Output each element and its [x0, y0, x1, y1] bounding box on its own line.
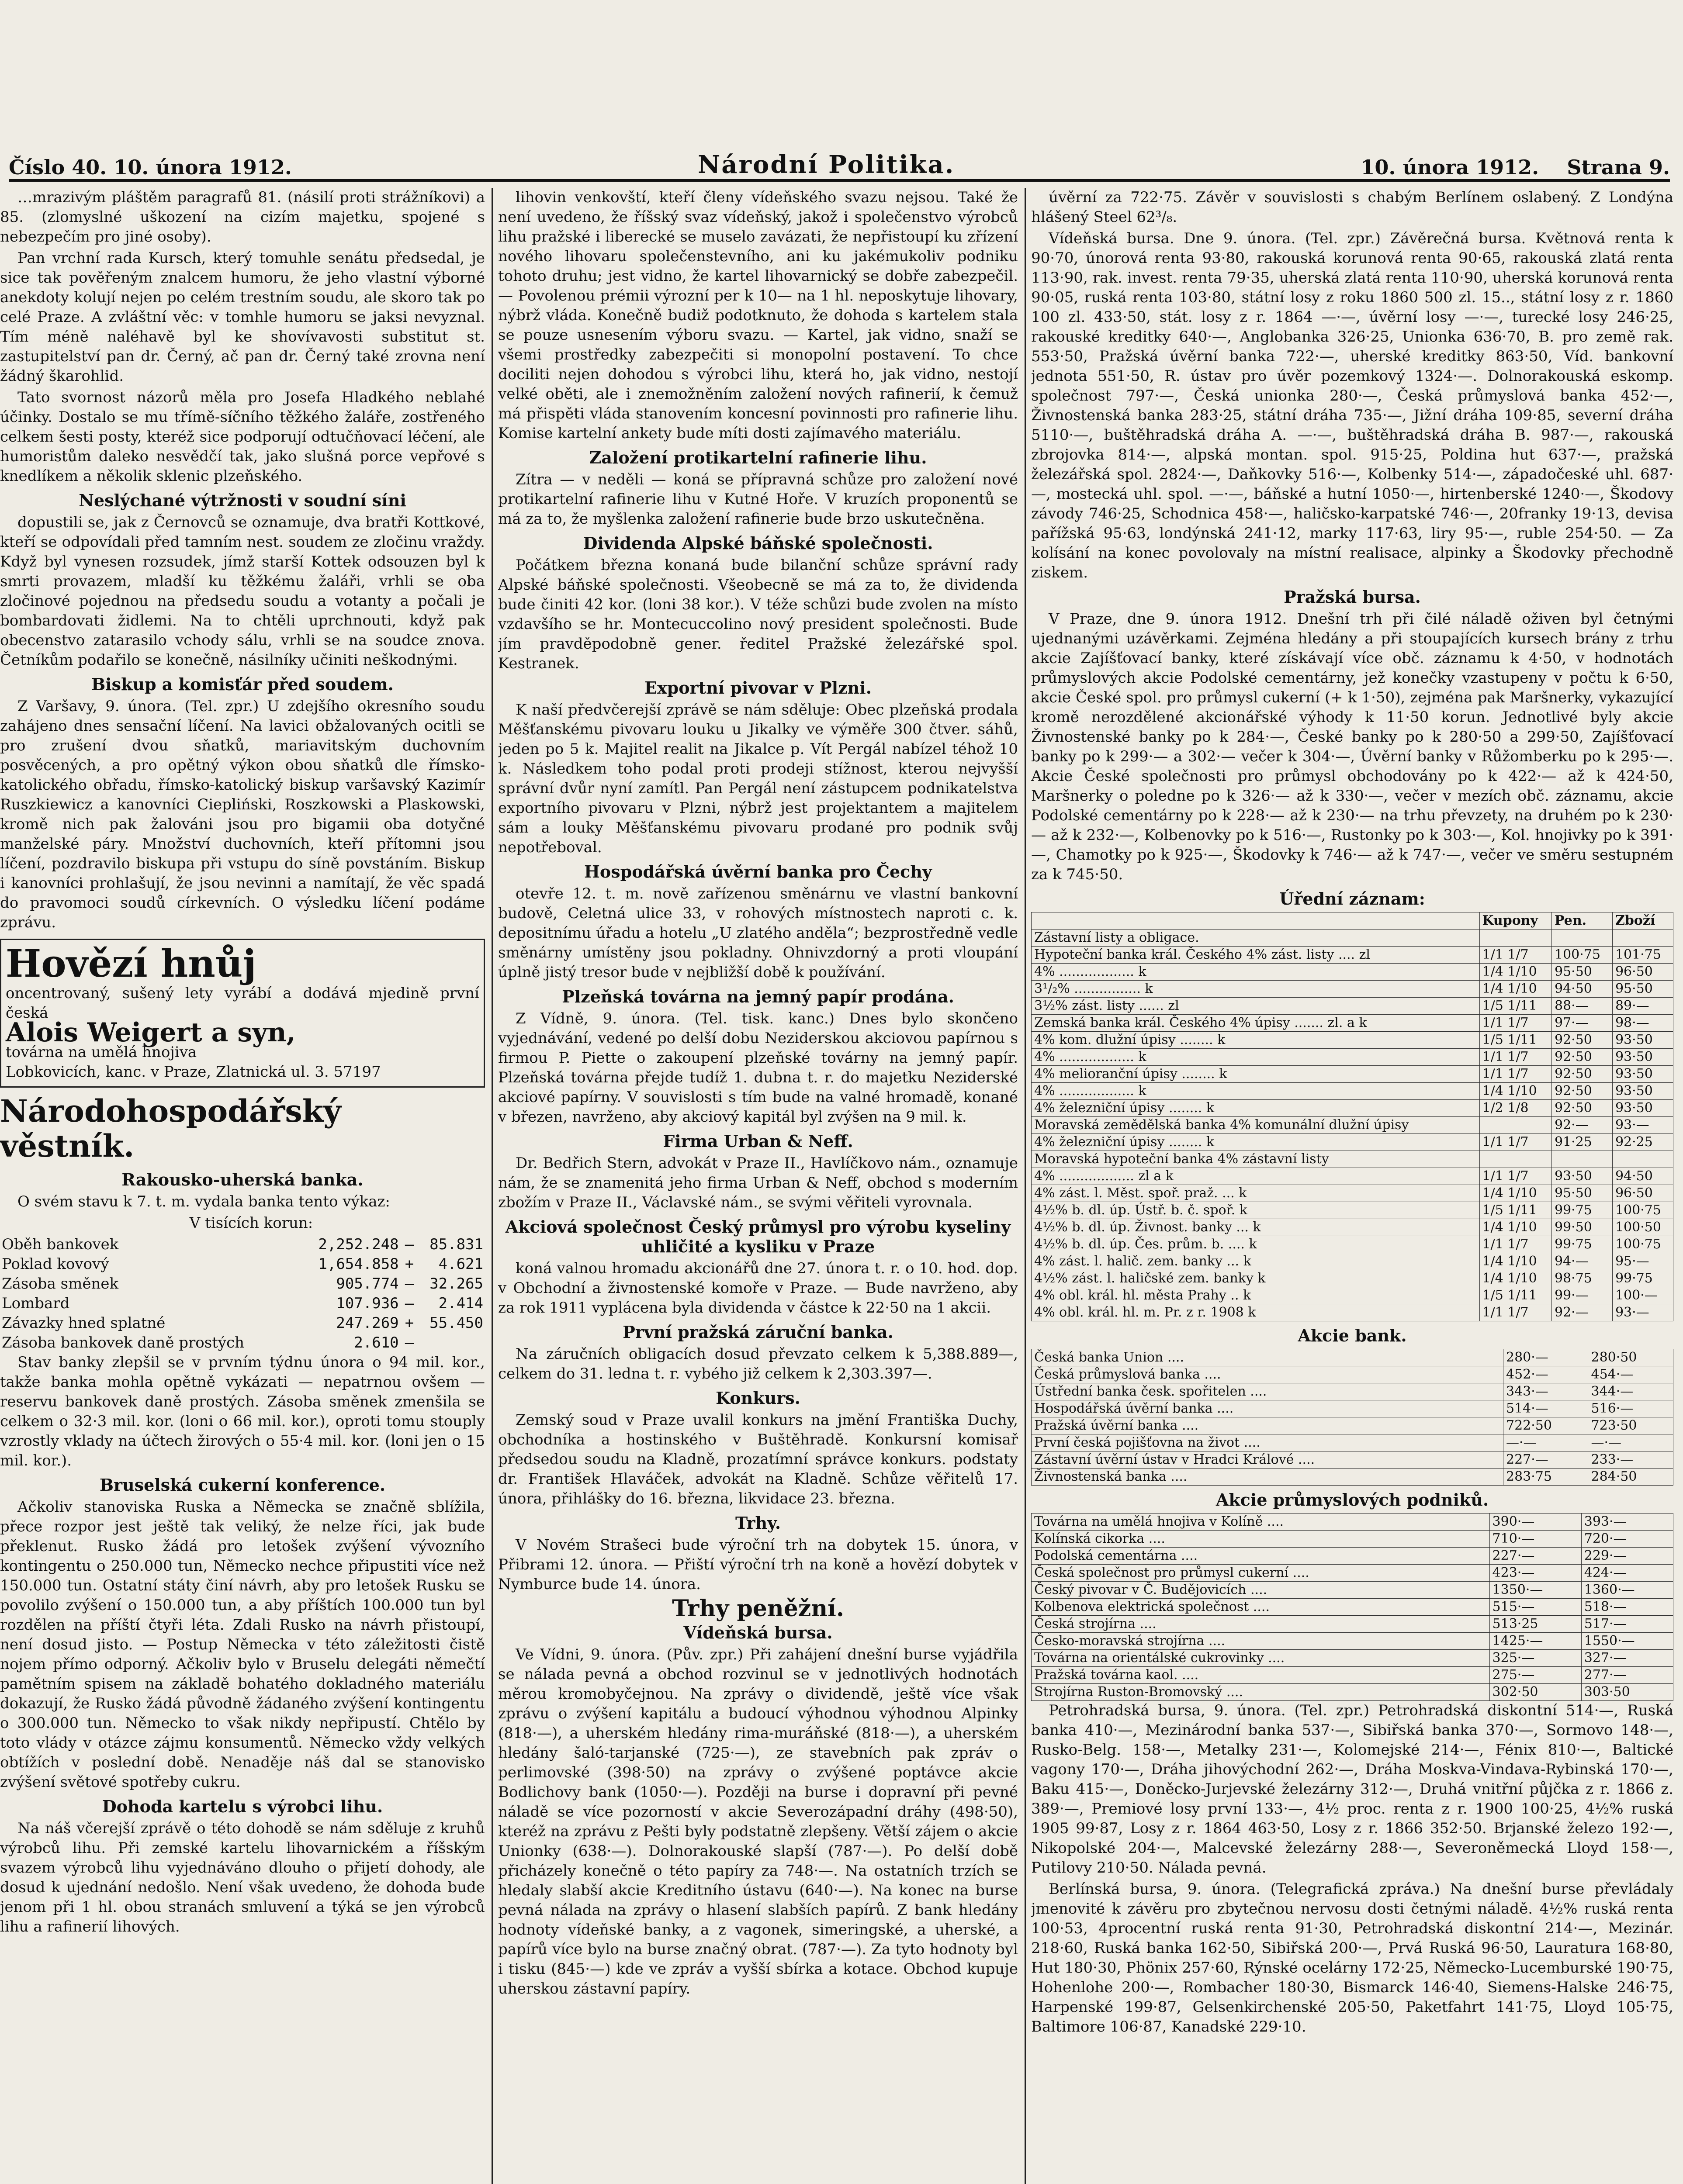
column-2	[498, 188, 1018, 2184]
header-date: 10. února 1912.	[1361, 156, 1539, 179]
page-header	[9, 144, 1670, 182]
table-cell: Moravská hypoteční banka 4% zástavní listy	[1032, 1151, 1480, 1168]
table-cell: Česko-moravská strojírna ....	[1032, 1633, 1490, 1650]
table-cell: 1360·—	[1581, 1582, 1673, 1599]
table-cell: 720·—	[1581, 1531, 1673, 1548]
table-cell: 1,654.858	[318, 1255, 399, 1273]
table-cell: 423·—	[1489, 1565, 1581, 1582]
table-cell: Zástavní úvěrní ústav v Hradci Králové ....	[1032, 1451, 1503, 1469]
table-cell: 1/1 1/7	[1479, 947, 1551, 964]
table-cell: 92·—	[1551, 1117, 1612, 1134]
table-cell: +	[405, 1255, 414, 1273]
table-row	[0, 1333, 485, 1353]
table-row	[1032, 1287, 1673, 1304]
article-text: …mrazivým pláštěm paragrafů 81. (násilí proti strážníkovi) a 85. (zlomyslné uškození na cizím majetku, spojené s nebezpečím pro jiné osoby).	[0, 189, 485, 245]
table-cell: 515·—	[1489, 1599, 1581, 1616]
table-row	[0, 1294, 485, 1313]
table-cell	[1612, 930, 1673, 947]
table-row	[1032, 1117, 1673, 1134]
table-row	[1032, 1270, 1673, 1287]
table-cell: 4.621	[438, 1255, 483, 1273]
article-text: Zítra — v neděli — koná se přípravná schůze pro založení nové protikartelní rafinerie lihu v Kutné Hoře. V kruzích proponentů se má za to, že myšlenka založení rafinerie bude brzo uskutečněna.	[498, 471, 1018, 528]
column-3	[1031, 188, 1673, 2184]
article-heading: Hospodářská úvěrní banka pro Čechy	[584, 862, 932, 881]
table-cell: 99·75	[1551, 1202, 1612, 1219]
table-cell: Podolská cementárna ....	[1032, 1548, 1490, 1565]
article-text: Dr. Bedřich Stern, advokát v Praze II., Havlíčkovo nám., oznamuje nám, že se znamenitá jeho firma Urban & Neff, obchod s moderním zbožím v Praze II., Václavské nám., se svými věřiteli vyrovnala.	[498, 1154, 1018, 1211]
table-cell: 247.269	[336, 1314, 399, 1332]
table-cell: 280·—	[1503, 1349, 1588, 1366]
table-header-cell: Pen.	[1551, 912, 1612, 930]
table-cell: 96·50	[1612, 1185, 1673, 1202]
table-cell: 390·—	[1489, 1514, 1581, 1531]
table-cell: 88·—	[1551, 998, 1612, 1015]
table-cell: 4% .................. zl a k	[1032, 1168, 1480, 1185]
table-cell: 4% železniční úpisy ........ k	[1032, 1100, 1480, 1117]
table-row	[0, 1274, 485, 1294]
table-cell: Česká průmyslová banka ....	[1032, 1366, 1503, 1383]
table-cell: 452·—	[1503, 1366, 1588, 1383]
table-row	[1032, 1219, 1673, 1236]
table-row	[1032, 981, 1673, 998]
table-cell: 1/5 1/11	[1479, 1287, 1551, 1304]
article-text: Ve Vídni, 9. února. (Pův. zpr.) Při zahájení dnešní burse vyjádřila se nálada pevná a obchod rozvinul se v jednotlivých hodnotách měrou kromobyčejnou. Na zprávy o dividendě, ještě více však zprávu o zvýšení kapitálu a budoucí výhodnou výhodnou Alpinky (818·—), a uherském hledány rima-muráňské (818·—), a uherském hledány šaló-tarjanské (725·—), ze stavebních pak zpráv o perlimovské (398·50) na zprávy o zvýšené poptávce akcie Bodlichovy bank (1050·—). Později na burse i dopravní při pevné náladě se více pozorností v akcie Severozápadní dráhy (498·50), kteréž na zprávu z Pešti byly podstatně zlepšeny. Větší zájem o akcie Unionky (638·—). Dolnorakouské slapší (787·—). Po delší době přicházely konečně o této papíry za 748·—. Na ostatních trzích se hledaly slabší akcie Kreditního ústavu (640·—). Na konec na burse pevná nálada na zprávy o hlasení slabších papírů. Z bank hledány hodnoty vídeňské banky, a z vagonek, simeringské, a uherské, a papírů více bylo na burse značný obrat. (787·—). Za tyto hodnoty byl i tisku (845·—) kde ve zpráv a vyšší sbírka a kotace. Obchod kupuje uherskou zástavní papíry.	[498, 1646, 1018, 1997]
quotation-table	[1031, 912, 1673, 1321]
table-row	[1032, 1151, 1673, 1168]
article-text: Na náš včerejší zprávě o této dohodě se nám sděluje z kruhů výrobců lihu. Při zemské kartelu lihovarnickém a říšským svazem výrobců lihu vyjednáváno dlouho o přijetí dohody, ale dosud k ujednání nedošlo. Není však uvedeno, že dohoda bude jenom při 1 hl. obou stranách smluvení a týká se jen výrobců lihu a rafinerií lihových.	[0, 1820, 485, 1935]
article-text: Zemský soud v Praze uvalil konkurs na jmění Františka Duchy, obchodníka a hostinského v Buštěhradě. Konkursní komisař předsedou soudu na Kladně, prozatímní správce konkurs. podstaty dr. František Hlaváček, advokát na Kladně. Schůze věřitelů 17. února, přihlášky do 16. března, likvidace 23. března.	[498, 1411, 1018, 1507]
table-cell: —	[405, 1295, 414, 1312]
article-text: dopustili se, jak z Černovců se oznamuje, dva bratři Kottkové, kteří se odpovídali před tamním nest. soudem ze zločinu vraždy. Když byl vynesen rozsudek, jímž starší Kottek odsouzen byl k smrti provazem, mladší ku těžkému žaláři, vrhli se oba zločinové pojednou na předsedu soudu a votanty a počali je bombardovati židlemi. Na to chtěli uprchnouti, když pak obecenstvo zatarasilo vchody sálu, vrhli se na soudce znova. Četníkům podařilo se konečně, násilníky učiniti neškodnými.	[0, 514, 485, 669]
table-cell: 2.414	[438, 1295, 483, 1312]
table-cell: 905.774	[336, 1275, 399, 1292]
table-row	[1032, 1616, 1673, 1633]
table-cell: 95·50	[1551, 964, 1612, 981]
article-text: Vídeňská bursa. Dne 9. února. (Tel. zpr.) Závěrečná bursa. Květnová renta k 90·70, únorová renta 93·80, rakouská korunová renta 90·65, rakouská zlatá renta 113·90, rak. invest. renta 79·35, uherská zlatá renta 110·90, uherská korunová renta 90·05, ruská renta 103·80, státní losy z roku 1860 500 zl. 15.., státní losy z r. 1860 100 zl. 433·50, stát. losy z r. 1864 —·—, úvěrní losy —·—, turecké losy 246·25, rakouské kreditky 640·—, Anglobanka 326·25, Unionka 636·70, B. pro země rak. 553·50, Pražská úvěrní banka 722·—, uherské kreditky 863·50, Víd. bankovní jednota 551·50, R. ústav pro úvěr pozemkový 1324·—. Dolnorakouská eskomp. společnost 797·—, Česká unionka 280·—, Česká průmyslová banka 452·—, Živnostenská banka 283·25, státní dráha 735·—, Jižní dráha 109·85, severní dráha 5110·—, buštěhradská dráha A. —·—, buštěhradská dráha B. 987·—, rakouská zbrojovka 814·—, alpská montan. spol. 915·25, Poldina hut 637·—, pražská železářská spol. 2824·—, Daňkovky 516·—, Kolbenky 514·—, západočeské uhl. 687·—, mostecká uhl. spol. —·—, báňské a hutní 1050·—, hirtenberské 1240·—, Škodovy závody 746·25, Schodnica 458·—, haličsko-karpatské 746·—, 20franky 19·13, devisa pařížská 95·63, londýnská 241·12, marky 117·63, liry 95·—, ruble 254·50. — Za kolísání na konec povolovaly na místní realisace, alpinky a Škodovky přechodně ziskem.	[1031, 230, 1673, 581]
table-cell: 4% zást. l. halič. zem. banky ... k	[1032, 1253, 1480, 1270]
table-cell: 275·—	[1489, 1667, 1581, 1684]
table-cell: 227·—	[1489, 1548, 1581, 1565]
table-row	[1032, 1434, 1673, 1451]
article-heading: Exportní pivovar v Plzni.	[644, 678, 872, 698]
ad-headline: Hovězí hnůj	[6, 942, 256, 986]
article-text: Ačkoliv stanoviska Ruska a Německa se značně sblížila, přece rozpor jest ještě tak veliký, že nelze říci, jak bude překlenut. Rusko žádá pro letošek zvýšení vývozního kontingentu o 250.000 tun, Německo nechce připustiti více než 150.000 tun. Ostatní státy činí návrh, aby pro letošek Rusku se povolilo zvýšení o 150.000 tun, a aby příštích 100.000 tun byl rozdělen na příští čtyři léta. Zdali Rusko na návrh přistoupí, není dosud jisto. — Postup Německa v této záležitosti čistě nojem přímo odporný. Ačkoliv bylo v Bruselu delegáti němečtí pamětním spisem na základě bohatého dokladného materiálu dokazují, že Rusko žádá původně žádaného zvýšení kontingentu o 300.000 tun. Německo to však nikdy nepřipustí. Chtělo by toto vlády v otázce zájmu konsumentů. Německo vždy velkých obtížích v poslední době. Nenaděje náš dal se stanovisko zvýšení světové spotřeby cukru.	[0, 1498, 485, 1791]
table-cell: 516·—	[1588, 1400, 1673, 1417]
table-cell: 92·—	[1551, 1304, 1612, 1321]
table-cell: 93·—	[1612, 1304, 1673, 1321]
table-cell: Zástavní listy a obligace.	[1032, 930, 1480, 947]
table-cell	[1479, 930, 1551, 947]
table-cell: 277·—	[1581, 1667, 1673, 1684]
table-row	[1032, 1514, 1673, 1531]
table-cell: 97·—	[1551, 1015, 1612, 1032]
ad-firm: Alois Weigert a syn,	[6, 1017, 296, 1048]
table-cell: —·—	[1503, 1434, 1588, 1451]
table-cell: 227·—	[1503, 1451, 1588, 1469]
article-heading: Vídeňská bursa.	[683, 1623, 833, 1642]
column-rule	[1025, 188, 1026, 2184]
table-cell: 100·50	[1612, 1219, 1673, 1236]
table-cell: Zásoba bankovek daně prostých	[2, 1334, 245, 1351]
bank-shares-table	[1031, 1349, 1673, 1486]
table-row	[1032, 1202, 1673, 1219]
table-cell: 4½% b. dl. úp. Čes. prům. b. .... k	[1032, 1236, 1480, 1253]
table-cell: 1/4 1/10	[1479, 1270, 1551, 1287]
table-cell: 99·75	[1612, 1270, 1673, 1287]
table-cell: 4% .................. k	[1032, 964, 1480, 981]
table-cell: 229·—	[1581, 1548, 1673, 1565]
table-row	[1032, 1049, 1673, 1066]
table-cell: 4% obl. král. hl. m. Pr. z r. 1908 k	[1032, 1304, 1480, 1321]
table-cell: 1/1 1/7	[1479, 1304, 1551, 1321]
table-cell: 4% melioranční úpisy ........ k	[1032, 1066, 1480, 1083]
table-cell: 96·50	[1612, 964, 1673, 981]
table-cell: 722·50	[1503, 1417, 1588, 1434]
column-rule	[492, 188, 493, 2184]
table-row	[1032, 964, 1673, 981]
article-text: lihovin venkovští, kteří členy vídeňského svazu nejsou. Také že není uvedeno, že říšský svaz vídeňský, jakož i společenstvo výrobců lihu pražské i liberecké se muselo zavázati, že nepřistoupí ku zřízení nového lihovaru společenstevního, ani ku jakémukoliv podniku tohoto druhu; jest vidno, že kartel lihovarnický se dobře zabezpečil. — Povolenou prémii výrozní per k 10— na 1 hl. neposkytuje lihovary, nýbrž vláda. Konečně budiž podotknuto, že dohoda s kartelem stala se pouze usnesením výboru svazu. — Kartel, jak vidno, snaží se všemi prostředky zabezpečiti si monopolní postavení. To chce dociliti nejen dohodou s výrobci lihu, která ho, jak vidno, nestojí velké oběti, ale i znemožněním založení nových rafinerií, k čemuž má přispěti vláda stanovením koncesní povinnosti pro rafinerie lihu. Komise kartelní ankety bude míti dosti zajímavého materiálu.	[498, 189, 1018, 442]
table-cell: Hypoteční banka král. Českého 4% zást. listy .... zl	[1032, 947, 1480, 964]
article-heading: Neslýchané výtržnosti v soudní síni	[79, 491, 406, 510]
table-cell: Zemská banka král. Českého 4% úpisy ....... zl. a k	[1032, 1015, 1480, 1032]
table-cell: 1425·—	[1489, 1633, 1581, 1650]
table-row	[1032, 947, 1673, 964]
table-cell: 4% železniční úpisy ........ k	[1032, 1134, 1480, 1151]
bank-statement-table	[0, 1235, 485, 1353]
table-row	[1032, 1531, 1673, 1548]
table-row	[1032, 1582, 1673, 1599]
table-cell: Česká strojírna ....	[1032, 1616, 1490, 1633]
article-text: V Novém Strašeci bude výroční trh na dobytek 15. února, v Přibrami 12. února. — Přiští výroční trh na koně a hovězí dobytek v Nymburce bude 14. února.	[498, 1536, 1018, 1593]
article-heading: Dividenda Alpské báňské společnosti.	[583, 533, 933, 553]
table-cell: Zásoba směnek	[2, 1275, 119, 1292]
table-cell: Továrna na umělá hnojiva v Kolíně ....	[1032, 1514, 1490, 1531]
table-cell: Poklad kovový	[2, 1255, 109, 1273]
table-row	[1032, 1349, 1673, 1366]
ad-line: továrna na umělá hnojiva	[6, 1044, 197, 1061]
table-cell: 513·25	[1489, 1616, 1581, 1633]
table-cell: První česká pojišťovna na život ....	[1032, 1434, 1503, 1451]
table-row	[1032, 1032, 1673, 1049]
table-cell: Kolbenova elektrická společnost ....	[1032, 1599, 1490, 1616]
table-cell: 92·50	[1551, 1049, 1612, 1066]
table-cell	[1551, 1151, 1612, 1168]
table-cell: 92·50	[1551, 1083, 1612, 1100]
article-text: otevře 12. t. m. nově zařízenou směnárnu ve vlastní bankovní budově, Celetná ulice 33, v rohových místnostech naproti c. k. depositnímu úřadu a hotelu „U zlatého anděla“; bezprostředně vedle směnárny umístěny jsou pokladny. Ohnivzdorný a proti vloupání úplně jistý tresor bude v nejbližší době k používání.	[498, 885, 1018, 981]
table-row	[1032, 1469, 1673, 1486]
table-row	[1032, 1304, 1673, 1321]
table-cell: 1/4 1/10	[1479, 981, 1551, 998]
table-cell: 454·—	[1588, 1366, 1673, 1383]
article-heading: Konkurs.	[716, 1388, 800, 1408]
table-cell: 93·50	[1612, 1049, 1673, 1066]
table-header-row	[1032, 912, 1673, 930]
table-row	[1032, 1100, 1673, 1117]
table-cell: 93·—	[1612, 1117, 1673, 1134]
table-cell: 93·50	[1612, 1100, 1673, 1117]
table-cell: 2.610	[354, 1334, 399, 1351]
table-cell: Moravská zemědělská banka 4% komunální dlužní úpisy	[1032, 1117, 1480, 1134]
table-row	[1032, 1667, 1673, 1684]
table-cell: 303·50	[1581, 1684, 1673, 1701]
table-cell: 1/1 1/7	[1479, 1015, 1551, 1032]
article-heading: Úřední záznam:	[1279, 889, 1425, 909]
table-row	[0, 1313, 485, 1333]
table-cell: Továrna na orientálské cukrovinky ....	[1032, 1650, 1490, 1667]
table-cell: +	[405, 1314, 414, 1332]
article-text: Petrohradská bursa, 9. února. (Tel. zpr.) Petrohradská diskontní 514·—, Ruská banka 410·—, Mezinárodní banka 537·—, Sibiřská banka 370·—, Sormovo 148·—, Rusko-Belg. 158·—, Metalky 231·—, Kolomejské 214·—, Fénix 810·—, Baltické vagony 170·—, Dráha jihovýchodní 262·—, Dráha Moskva-Vindava-Rybinská 170·—, Baku 415·—, Doněcko-Jurjevské železárny 312·—, Druhá vnitřní půjčka z r. 1866 z. 389·—, Premiové losy první 133·—, 4½ proc. renta z r. 1900 100·25, 4½% ruská 1905 99·87, Losy z r. 1864 463·50, Losy z r. 1866 352·50. Brjanské železo 192·—, Nikopolské 204·—, Malcevské železárny 288·—, Severoněmecká Lloyd 158·—, Putilovy 210·50. Nálada pevná.	[1031, 1702, 1673, 1876]
article-text: Na záručních obligacích dosud převzato celkem k 5,388.889—, celkem do 31. ledna t. r. vybého již celkem k 2,303.397—.	[498, 1345, 1018, 1382]
table-cell: 107.936	[336, 1295, 399, 1312]
table-cell: 95·50	[1612, 981, 1673, 998]
table-cell: 94·50	[1612, 1168, 1673, 1185]
table-cell: Pražská továrna kaol. ....	[1032, 1667, 1490, 1684]
article-heading: Akcie průmyslových podniků.	[1216, 1490, 1489, 1510]
article-text: O svém stavu k 7. t. m. vydala banka tento výkaz:	[17, 1193, 390, 1210]
table-cell: 101·75	[1612, 947, 1673, 964]
article-heading: Firma Urban & Neff.	[663, 1131, 853, 1151]
section-title: Trhy peněžní.	[672, 1595, 844, 1622]
article-text: Z Varšavy, 9. února. (Tel. zpr.) U zdejšího okresního soudu zahájeno dnes sensační líčení. Na lavici obžalovaných ocitli se pro zrušení dvou sňatků, mariavitským duchovním posvěcených, a pro opětný výkon obou sňatků dle římsko-katolického obřadu, římsko-katolický biskup varšavský Kazimír Ruszkiewicz a kanovníci Ciepliński, Roszkowski a Plaskowski, kromě nich pak žalováni jsou pro bigamii oba dotyčné manželské páry. Množství duchovních, kteří přítomni jsou líčení, pozdravilo biskupa při vstupu do síně povstáním. Biskup i kanovníci prohlašují, že jsou nevinni a namítají, že věc spadá do pravomoci soudů církevních. O výsledku líčení podáme zprávu.	[0, 698, 485, 931]
table-row	[1032, 1066, 1673, 1083]
table-cell: 93·50	[1551, 1168, 1612, 1185]
table-cell: 4½% b. dl. úp. Ústř. b. č. spoř. k	[1032, 1202, 1480, 1219]
table-cell: 284·50	[1588, 1469, 1673, 1486]
table-row	[0, 1235, 485, 1254]
industry-shares-table	[1031, 1513, 1673, 1701]
table-cell: 94·50	[1551, 981, 1612, 998]
table-cell: 93·50	[1612, 1032, 1673, 1049]
header-right	[1361, 156, 1670, 179]
table-row	[1032, 1236, 1673, 1253]
table-cell: 1/1 1/7	[1479, 1066, 1551, 1083]
table-row	[1032, 998, 1673, 1015]
table-cell: 100·75	[1551, 947, 1612, 964]
table-row	[1032, 1684, 1673, 1701]
table-row	[1032, 1015, 1673, 1032]
table-row	[1032, 1400, 1673, 1417]
table-cell: 85.831	[429, 1236, 483, 1253]
table-cell: 95·—	[1612, 1253, 1673, 1270]
table-cell: 233·—	[1588, 1451, 1673, 1469]
table-cell: 92·50	[1551, 1032, 1612, 1049]
section-title: Národohospodářský věstník.	[0, 1093, 341, 1164]
article-heading: Plzeňská továrna na jemný papír prodána.	[562, 987, 954, 1006]
table-cell: 1/5 1/11	[1479, 1202, 1551, 1219]
table-cell: 1/4 1/10	[1479, 1219, 1551, 1236]
table-row	[1032, 1565, 1673, 1582]
table-cell: 92·50	[1551, 1100, 1612, 1117]
table-cell: 517·—	[1581, 1616, 1673, 1633]
article-text: Pan vrchní rada Kursch, který tomuhle senátu předsedal, je sice tak pověřeným znalcem humoru, že jeho vlastní výborné anekdoty kolují nejen po celém trestním soudu, ale skoro tak po celé Praze. A zvláštní věc: v tomhle humoru se jaksi nevyznal. Tím méně naléhavě byl ke shovívavosti substitut st. zastupitelství pan dr. Černý, ač pan dr. Černý také zrovna není žádný škarohlid.	[0, 249, 485, 385]
table-cell: 1/4 1/10	[1479, 1253, 1551, 1270]
table-cell: 4% zást. l. Měst. spoř. praž. ... k	[1032, 1185, 1480, 1202]
table-cell: —	[405, 1236, 414, 1253]
table-cell: Kolínská cikorka ....	[1032, 1531, 1490, 1548]
table-cell: 393·—	[1581, 1514, 1673, 1531]
article-text: úvěrní za 722·75. Závěr v souvislosti s chabým Berlínem oslabený. Z Londýna hlášený Steel 62³/₈.	[1031, 189, 1673, 226]
article-text: Počátkem března konaná bude bilanční schůze správní rady Alpské báňské společnosti. Všeobecně se má za to, že dividenda bude činiti 42 kor. (loni 38 kor.). V téže schůzi bude zvolen na místo vzdavšího se hr. Montecuccolino nový president společnosti. Bude jím pravděpodobně gener. ředitel Pražské železářské spol. Kestranek.	[498, 556, 1018, 672]
article-heading: Pražská bursa.	[1284, 587, 1421, 607]
table-cell	[1551, 930, 1612, 947]
table-row	[1032, 1599, 1673, 1616]
table-cell: 2,252.248	[318, 1236, 399, 1253]
table-cell: 325·—	[1489, 1650, 1581, 1667]
table-cell: Hospodářská úvěrní banka ....	[1032, 1400, 1503, 1417]
table-cell: 89·—	[1612, 998, 1673, 1015]
table-cell: 98·75	[1551, 1270, 1612, 1287]
table-cell: 93·50	[1612, 1066, 1673, 1083]
article-heading: Rakousko-uherská banka.	[121, 1170, 364, 1189]
table-cell: 3¹/₂% ................ k	[1032, 981, 1480, 998]
table-row	[1032, 1366, 1673, 1383]
ad-line: Lobkovicích, kanc. v Praze, Zlatnická ul. 3. 57197	[6, 1063, 381, 1081]
table-cell: 4% .................. k	[1032, 1083, 1480, 1100]
table-cell	[416, 1333, 485, 1353]
article-heading: Trhy.	[735, 1513, 781, 1533]
article-text: Tato svornost názorů měla pro Josefa Hladkého neblahé účinky. Dostalo se mu třímě-síčního těžkého žaláře, zostřeného celkem šesti posty, kteréž sice podporují odtučňovací léčení, ale humoristům daleko nesvědčí tak, jako slušná porce vepřové s knedlíkem a několik sklenic plzeňského.	[0, 389, 485, 485]
article-heading: Dohoda kartelu s výrobci lihu.	[102, 1797, 383, 1816]
table-row	[1032, 1185, 1673, 1202]
table-cell: 3½% zást. listy ...... zl	[1032, 998, 1480, 1015]
table-cell: Oběh bankovek	[2, 1236, 119, 1253]
table-cell: 283·75	[1503, 1469, 1588, 1486]
table-cell: 344·—	[1588, 1383, 1673, 1400]
table-cell: 327·—	[1581, 1650, 1673, 1667]
table-cell: 92·50	[1551, 1066, 1612, 1083]
table-cell: 100·75	[1612, 1236, 1673, 1253]
table-cell: Český pivovar v Č. Budějovicích ....	[1032, 1582, 1490, 1599]
table-cell: 99·—	[1551, 1287, 1612, 1304]
table-cell: 4% obl. král. hl. města Prahy .. k	[1032, 1287, 1480, 1304]
stat-head: V tisících korun:	[189, 1214, 313, 1232]
table-cell: Živnostenská banka ....	[1032, 1469, 1503, 1486]
table-cell: 91·25	[1551, 1134, 1612, 1151]
table-cell: —·—	[1588, 1434, 1673, 1451]
table-cell: 99·50	[1551, 1219, 1612, 1236]
table-cell: 55.450	[429, 1314, 483, 1332]
table-cell: 93·50	[1612, 1083, 1673, 1100]
table-cell: 280·50	[1588, 1349, 1673, 1366]
table-cell: 343·—	[1503, 1383, 1588, 1400]
table-row	[1032, 1417, 1673, 1434]
article-text: Stav banky zlepšil se v prvním týdnu února o 94 mil. kor., takže banka mohla opětně vykázati — nepatrnou ovšem — reservu bankovek daně prostých. Zásoba směnek zmenšila se celkem o 32·3 mil. kor. (loni o 66 mil. kor.), oproti tomu stouply vzrostly vklady na účtech žirových o 55·4 mil. kor. (loni jen o 15 mil. kor.).	[0, 1354, 485, 1469]
table-cell: 4½% b. dl. úp. Živnost. banky ... k	[1032, 1219, 1480, 1236]
table-cell: 1/4 1/10	[1479, 964, 1551, 981]
table-cell: 1/1 1/7	[1479, 1168, 1551, 1185]
table-row	[1032, 1134, 1673, 1151]
table-cell: 94·—	[1551, 1253, 1612, 1270]
table-cell: Česká společnost pro průmysl cukerní ....	[1032, 1565, 1490, 1582]
table-cell: 100·75	[1612, 1202, 1673, 1219]
table-cell	[1612, 1151, 1673, 1168]
table-row	[1032, 1168, 1673, 1185]
table-cell: Závazky hned splatné	[2, 1314, 166, 1332]
table-row	[1032, 1253, 1673, 1270]
table-cell: 92·25	[1612, 1134, 1673, 1151]
table-cell: —	[405, 1334, 414, 1351]
table-cell: 1/4 1/10	[1479, 1083, 1551, 1100]
article-text: Z Vídně, 9. února. (Tel. tisk. kanc.) Dnes bylo skončeno vyjednávání, vedené po delší dobu Neziderskou akciovou papírnou s firmou P. Piette o zakoupení plzeňské továrny na jemný papír. Plzeňská továrna přejde tudíž 1. dubna t. r. do majetku Neziderské akciové papírny. V souvislosti s tím bude na valné hromadě, konané v březen, navrženo, aby akciový kapitál byl zvýšen na 9 mil. k.	[498, 1010, 1018, 1126]
table-cell: 100·—	[1612, 1287, 1673, 1304]
table-cell: 1/5 1/11	[1479, 998, 1551, 1015]
table-cell: 98·—	[1612, 1015, 1673, 1032]
table-cell: 32.265	[429, 1275, 483, 1292]
table-cell: Strojírna Ruston-Bromovský ....	[1032, 1684, 1490, 1701]
table-cell: 514·—	[1503, 1400, 1588, 1417]
table-cell: Česká banka Union ....	[1032, 1349, 1503, 1366]
table-cell: 1/5 1/11	[1479, 1032, 1551, 1049]
table-cell: 710·—	[1489, 1531, 1581, 1548]
table-cell: 1/1 1/7	[1479, 1134, 1551, 1151]
article-heading: Akciová společnost Český průmysl pro výrobu kyseliny uhličité a kysliku v Praze	[505, 1217, 1011, 1256]
issue-number: Číslo 40. 10. února 1912.	[9, 156, 292, 179]
ad-text: oncentrovaný, sušený lety vyrábí a dodává mjedině první česká	[6, 985, 479, 1022]
article-text: Berlínská bursa, 9. února. (Telegrafická zpráva.) Na dnešní burse převládaly jmenovité k závěru pro zbytečnou nervosu dosti četnými náladě. 4½% ruská renta 100·53, 4procentní ruská renta 91·30, Petrohradská diskontní 214·—, Mezinár. 218·60, Ruská banka 162·50, Sibiřská 200·—, Prvá Ruská 96·50, Lauratura 168·80, Hut 180·30, Phönix 257·60, Rýnské ocelárny 172·25, Německo-Lucemburské 190·75, Hohenlohe 200·—, Rombacher 180·30, Bismarck 146·40, Siemens-Halske 246·75, Harpenské 199·87, Gelsenkirchenské 205·50, Paketfahrt 141·75, Lloyd 105·75, Baltimore 106·87, Kanadské 229·10.	[1031, 1880, 1673, 2035]
table-cell: Lombard	[2, 1295, 70, 1312]
table-cell: 1550·—	[1581, 1633, 1673, 1650]
table-cell: Pražská úvěrní banka ....	[1032, 1417, 1503, 1434]
newspaper-title: Národní Politika.	[698, 150, 955, 179]
table-header-cell: Zboží	[1612, 912, 1673, 930]
table-row	[1032, 1633, 1673, 1650]
table-cell: 723·50	[1588, 1417, 1673, 1434]
article-heading: Bruselská cukerní konference.	[99, 1475, 386, 1495]
article-heading: Založení protikartelní rafinerie lihu.	[589, 448, 927, 467]
article-text: V Praze, dne 9. února 1912. Dnešní trh při čilé náladě oživen byl četnými ujednanými uzávěrkami. Zejména hledány a při stoupajících kursech brány z trhu akcie Zajíšťovací banky, které získávají více obč. záznamu k 4·50, v hodnotách průmyslových akcie Podolské cementárny, jež konečky vzastupeny v počtu k 6·50, akcie České spol. pro průmysl cukerní (+ k 1·50), zejména pak Maršnerky, vykazující kromě nerozdělené akcionářské výhody k 11·50 korun. Jednotlivé byly akcie Živnostenské banky po k 284·—, České banky po k 280·50 a 299·50, Zajíšťovací banky po k 299·— a 302·— večer k 304·—, Úvěrní banky v Růžomberku po k 295·—. Akcie České společnosti pro průmysl obchodovány po k 422·— až k 424·50, Maršnerky o poledne po k 326·— až k 330·—, večer v mezích obč. záznamu, akcie Podolské cementárny po k 228·— až k 230·— na trhu převzety, na druhém po k 230·— až k 232·—, Kolbenovky po k 516·—, Rustonky po k 303·—, Kol. hnojivky po k 391·—, Chamotky po k 925·—, Škodovky k 746·— až k 747·—, večer ve směru sestupném za k 745·50.	[1031, 610, 1673, 883]
table-cell: 4½% zást. l. haličské zem. banky k	[1032, 1270, 1480, 1287]
article-text: K naší předvčerejší zprávě se nám sděluje: Obec plzeňská prodala Měšťanskému pivovaru louku u Jikalky ve výměře 300 čtver. sáhů, jeden po 5 k. Majitel realit na Jikalce p. Vít Pergál nabízel téhož 10 k. Následkem toho podal proti prodeji stížnost, kterou nejvyšší správní dvůr nyní zamítl. Pan Pergál není zástupcem podnikatelstva exportního pivovaru v Plzni, nýbrž jest projektantem a majitelem sám a louky Měšťanskému pivovaru prodané pro podnik svůj nepotřeboval.	[498, 701, 1018, 856]
column-1	[0, 188, 485, 2184]
table-row	[1032, 930, 1673, 947]
table-row	[1032, 1083, 1673, 1100]
table-cell: 99·75	[1551, 1236, 1612, 1253]
table-row	[1032, 1451, 1673, 1469]
table-header-cell	[1032, 912, 1480, 930]
table-row	[1032, 1383, 1673, 1400]
table-row	[1032, 1650, 1673, 1667]
table-cell: Ústřední banka česk. spořitelen ....	[1032, 1383, 1503, 1400]
table-row	[1032, 1548, 1673, 1565]
article-text: koná valnou hromadu akcionářů dne 27. února t. r. o 10. hod. dop. v Obchodní a živnostenské komoře v Praze. — Bude navrženo, aby za rok 1911 vyplácena byla dividenda v částce k 22·50 na 1 akcii.	[498, 1260, 1018, 1317]
article-heading: Akcie bank.	[1298, 1326, 1407, 1345]
table-cell: 1/2 1/8	[1479, 1100, 1551, 1117]
table-cell: —	[405, 1275, 414, 1292]
article-heading: První pražská záruční banka.	[623, 1322, 893, 1342]
page-number: Strana 9.	[1567, 156, 1670, 179]
table-cell	[1479, 1151, 1551, 1168]
table-cell: 1/1 1/7	[1479, 1236, 1551, 1253]
table-cell: 1350·—	[1489, 1582, 1581, 1599]
table-cell: 1/1 1/7	[1479, 1049, 1551, 1066]
table-cell: 1/4 1/10	[1479, 1185, 1551, 1202]
article-heading: Biskup a komisťár před soudem.	[91, 674, 394, 694]
table-cell: 4% .................. k	[1032, 1049, 1480, 1066]
table-cell	[1479, 1117, 1551, 1134]
table-cell: 95·50	[1551, 1185, 1612, 1202]
table-cell: 518·—	[1581, 1599, 1673, 1616]
table-cell: 4% kom. dlužní úpisy ........ k	[1032, 1032, 1480, 1049]
table-header-cell: Kupony	[1479, 912, 1551, 930]
table-row	[0, 1254, 485, 1274]
table-cell: 302·50	[1489, 1684, 1581, 1701]
table-cell: 424·—	[1581, 1565, 1673, 1582]
advertisement	[0, 939, 485, 1088]
